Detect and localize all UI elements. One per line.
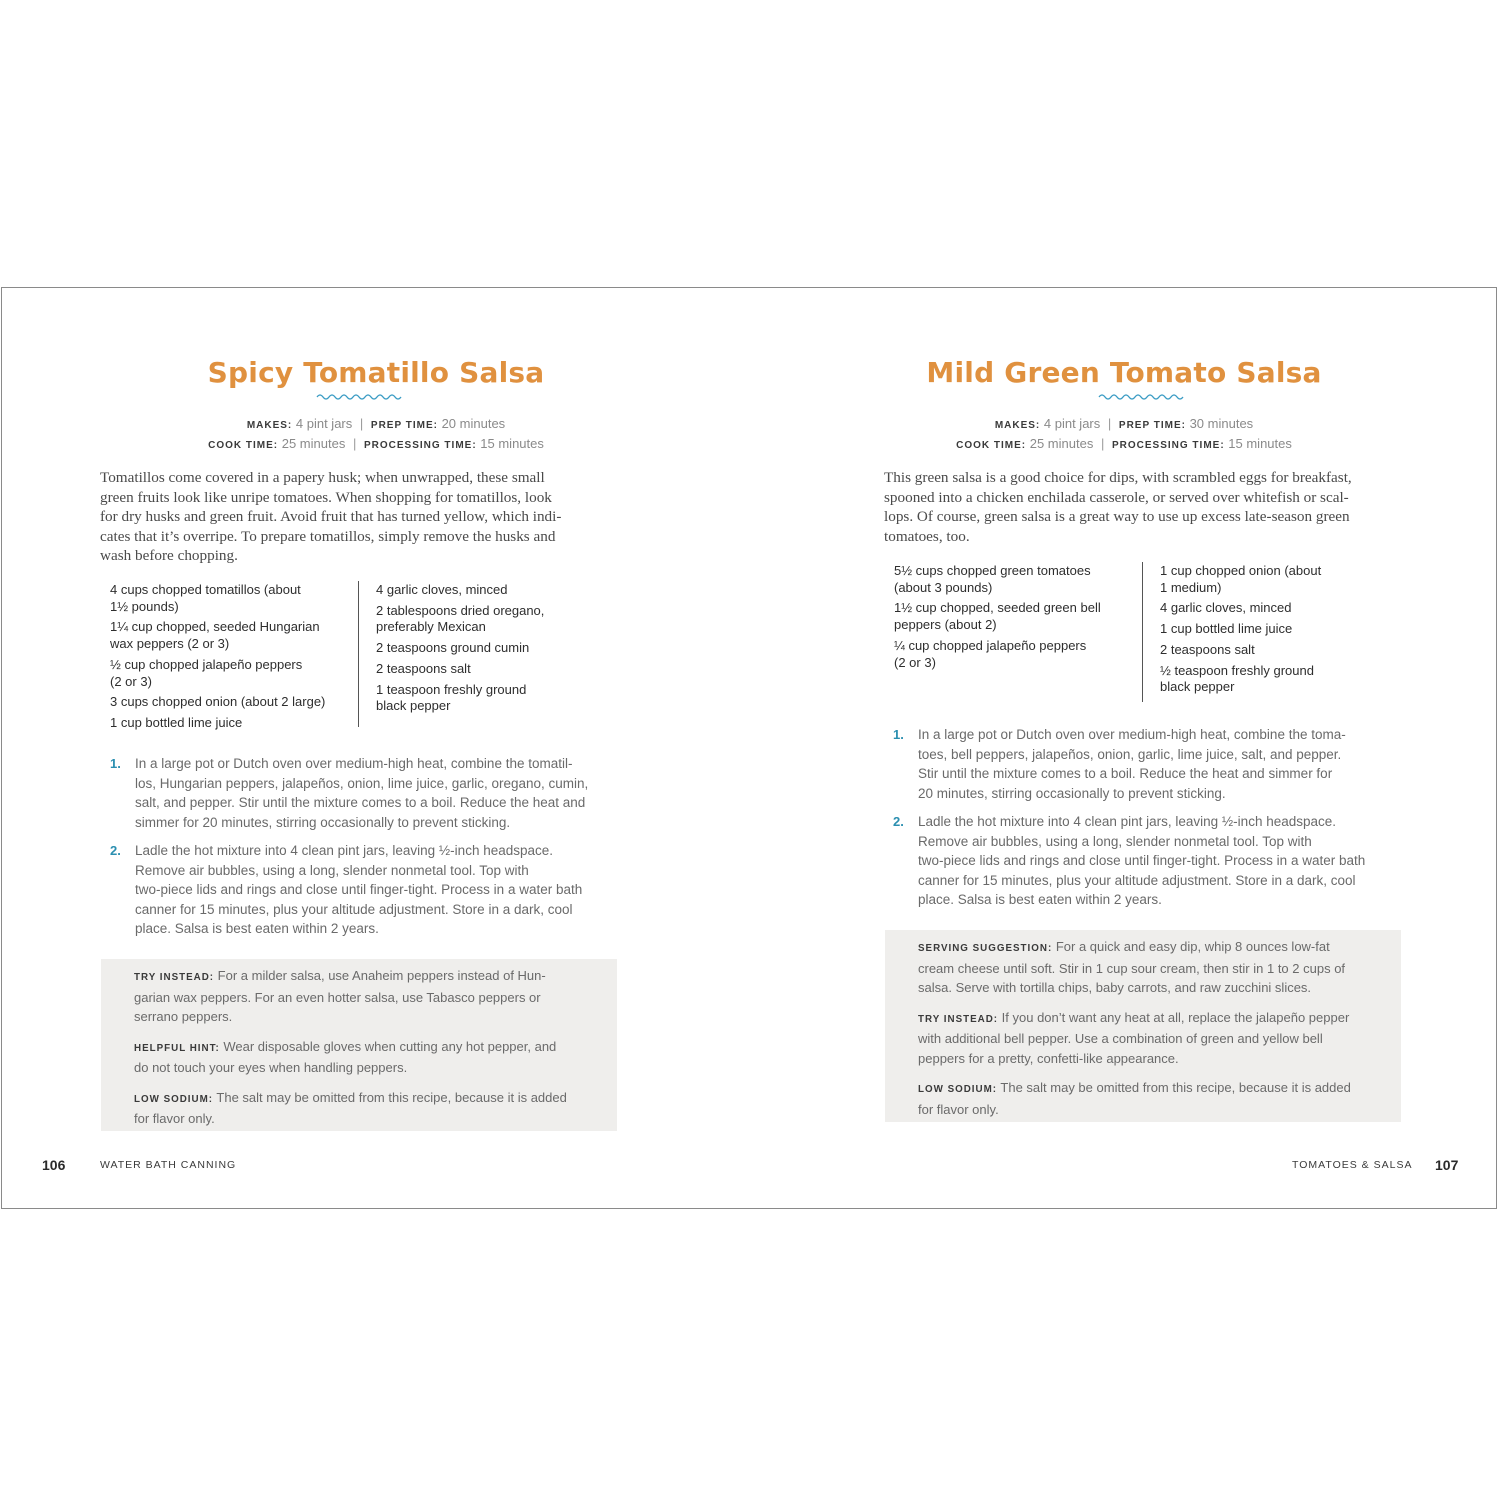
processing-time-label: PROCESSING TIME: (1111, 440, 1225, 451)
recipe-meta-row-2 (2, 436, 750, 451)
step-item: 1. In a large pot or Dutch oven over medium-high heat, combine the tomatil- los, Hungarian peppers, jalapeños, onion, lime juice, garlic, oregano, cumin, salt, and pepper. Stir until the mixture comes to a boil. Reduce the heat and simmer for 20 minutes, stirring occasionally to prevent sticking. (110, 756, 589, 830)
tips-box (101, 959, 617, 1131)
recipe-meta-row-1 (2, 416, 750, 431)
ingredient-item: 2 teaspoons salt (1160, 641, 1255, 657)
intro-line: spooned into a chicken enchilada casserole, or served over whitefish or scal- (884, 488, 1349, 506)
left-page (2, 288, 750, 1208)
ingredients-column-2 (376, 582, 626, 719)
intro-line: Tomatillos come covered in a papery husk; when unwrapped, these small (100, 469, 545, 486)
wave-divider-icon (316, 392, 402, 402)
processing-time-label: PROCESSING TIME: (363, 440, 477, 451)
ingredient-item: 1 teaspoon freshly ground black pepper (376, 681, 527, 714)
step-number: 2. (110, 843, 121, 858)
prep-time-value: 30 minutes (1189, 416, 1254, 431)
intro-line: wash before chopping. (100, 547, 238, 564)
intro-line: cates that it’s overripe. To prepare tomatillos, simply remove the husks and (100, 527, 556, 545)
recipe-steps (102, 754, 642, 948)
step-number: 1. (110, 756, 121, 771)
processing-time-value: 15 minutes (1228, 436, 1292, 451)
step-number: 1. (893, 727, 904, 742)
ingredient-item: ¼ cup chopped jalapeño peppers (2 or 3) (894, 637, 1087, 670)
page-number: 107 (1435, 1157, 1459, 1173)
prep-time-label: PREP TIME: (1118, 420, 1186, 431)
recipe-title: Mild Green Tomato Salsa (926, 356, 1322, 389)
ingredient-item: 4 garlic cloves, minced (376, 582, 508, 597)
ingredient-item: 3 cups chopped onion (about 2 large) (110, 694, 326, 710)
cook-time-label: COOK TIME: (208, 440, 279, 451)
step-item: 1. In a large pot or Dutch oven over medium-high heat, combine the toma- toes, bell peppers, jalapeños, onion, garlic, lime juice, salt, and pepper. Stir until the mixture comes to a boil. Reduce the heat and simmer for 20 minutes, stirring occasionally to prevent sticking. (893, 727, 1346, 801)
tip-try-instead: TRY INSTEAD: If you don’t want any heat at all, replace the jalapeño pepper with additional bell pepper. Use a combination of green and yellow bell peppers for a pretty, confetti-like appearance. (918, 1009, 1350, 1066)
ingredient-item: 4 cups chopped tomatillos (about 1½ pounds) (110, 582, 301, 614)
ingredient-item: 1 cup chopped onion (about 1 medium) (1160, 563, 1322, 595)
recipe-steps (885, 725, 1430, 919)
running-head: TOMATOES & SALSA (1292, 1159, 1413, 1171)
ingredients-divider (358, 581, 359, 727)
makes-value: 4 pint jars (295, 416, 353, 431)
meta-separator: | (352, 436, 357, 451)
cook-time-value: 25 minutes (281, 436, 346, 451)
ingredient-item: 1¼ cup chopped, seeded Hungarian wax peppers (2 or 3) (110, 619, 320, 652)
running-head: WATER BATH CANNING (100, 1159, 237, 1171)
ingredients-divider (1142, 562, 1143, 702)
recipe-meta-row-2 (750, 436, 1498, 451)
ingredient-item: ½ cup chopped jalapeño peppers (2 or 3) (110, 656, 303, 689)
ingredient-item: 2 tablespoons dried oregano, preferably Mexican (376, 602, 545, 635)
right-page (750, 288, 1498, 1208)
ingredient-item: 1 cup bottled lime juice (1160, 621, 1293, 637)
tip-low-sodium: LOW SODIUM: The salt may be omitted from this recipe, because it is added for flavor only. (134, 1089, 567, 1126)
ingredients-column-1 (110, 582, 355, 736)
prep-time-value: 20 minutes (441, 416, 506, 431)
tip-serving-suggestion: SERVING SUGGESTION: For a quick and easy dip, whip 8 ounces low-fat cream cheese until soft. Stir in 1 cup sour cream, then stir in 1 to 2 cups of salsa. Serve with tortilla chips, baby carrots, and raw zucchini slices. (918, 939, 1346, 995)
step-item: 2. Ladle the hot mixture into 4 clean pint jars, leaving ½-inch headspace. Remove air bubbles, using a long, slender nonmetal tool. Top with two-piece lids and rings and close until finger-tight. Process in a water bath canner for 15 minutes, plus your altitude adjustment. Store in a dark, cool place. Salsa is best eaten within 2 years. (110, 843, 583, 936)
ingredient-item: ½ teaspoon freshly ground black pepper (1160, 662, 1314, 695)
makes-label: MAKES: (994, 420, 1041, 431)
makes-label: MAKES: (246, 420, 293, 431)
intro-line: for dry husks and green fruit. Avoid fruit that has turned yellow, which indi- (100, 508, 562, 525)
recipe-intro (100, 468, 630, 566)
ingredient-item: 1½ cup chopped, seeded green bell peppers (about 2) (894, 600, 1101, 633)
processing-time-value: 15 minutes (480, 436, 544, 451)
intro-line: lops. Of course, green salsa is a great way to use up excess late-season green (884, 508, 1350, 525)
makes-value: 4 pint jars (1043, 416, 1101, 431)
ingredient-item: 4 garlic cloves, minced (1160, 600, 1292, 616)
tip-try-instead: TRY INSTEAD: For a milder salsa, use Anaheim peppers instead of Hun- garian wax peppers. For an even hotter salsa, use Tabasco peppers or serrano peppers. (134, 968, 546, 1024)
ingredient-item: 1 cup bottled lime juice (110, 714, 243, 730)
book-spread (1, 287, 1497, 1209)
step-number: 2. (893, 814, 904, 829)
ingredient-item: 5½ cups chopped green tomatoes (about 3 pounds) (894, 563, 1091, 595)
cook-time-label: COOK TIME: (956, 440, 1027, 451)
tip-helpful-hint: HELPFUL HINT: Wear disposable gloves when cutting any hot pepper, and do not touch your eyes when handling peppers. (134, 1038, 557, 1075)
ingredient-item: 2 teaspoons ground cumin (376, 640, 530, 656)
meta-separator: | (1100, 436, 1105, 451)
prep-time-label: PREP TIME: (370, 420, 438, 431)
recipe-meta-row-1 (750, 416, 1498, 431)
recipe-title: Spicy Tomatillo Salsa (207, 356, 545, 389)
tip-low-sodium: LOW SODIUM: The salt may be omitted from this recipe, because it is added for flavor only. (918, 1080, 1351, 1117)
wave-divider-icon (1098, 392, 1184, 402)
meta-separator: | (1107, 416, 1112, 431)
tips-box (885, 930, 1401, 1122)
recipe-intro (884, 468, 1444, 546)
ingredients-column-2 (1160, 563, 1410, 700)
page-number: 106 (42, 1157, 66, 1173)
cook-time-value: 25 minutes (1029, 436, 1094, 451)
intro-line: This green salsa is a good choice for dips, with scrambled eggs for breakfast, (884, 469, 1352, 486)
meta-separator: | (359, 416, 364, 431)
intro-line: tomatoes, too. (884, 527, 970, 545)
ingredient-item: 2 teaspoons salt (376, 660, 471, 676)
step-item: 2. Ladle the hot mixture into 4 clean pint jars, leaving ½-inch headspace. Remove air bubbles, using a long, slender nonmetal tool. Top with two-piece lids and rings and close until finger-tight. Process in a water bath canner for 15 minutes, plus your altitude adjustment. Store in a dark, cool place. Salsa is best eaten within 2 years. (893, 814, 1366, 907)
intro-line: green fruits look like unripe tomatoes. When shopping for tomatillos, look (100, 488, 552, 506)
ingredients-column-1 (894, 563, 1139, 675)
